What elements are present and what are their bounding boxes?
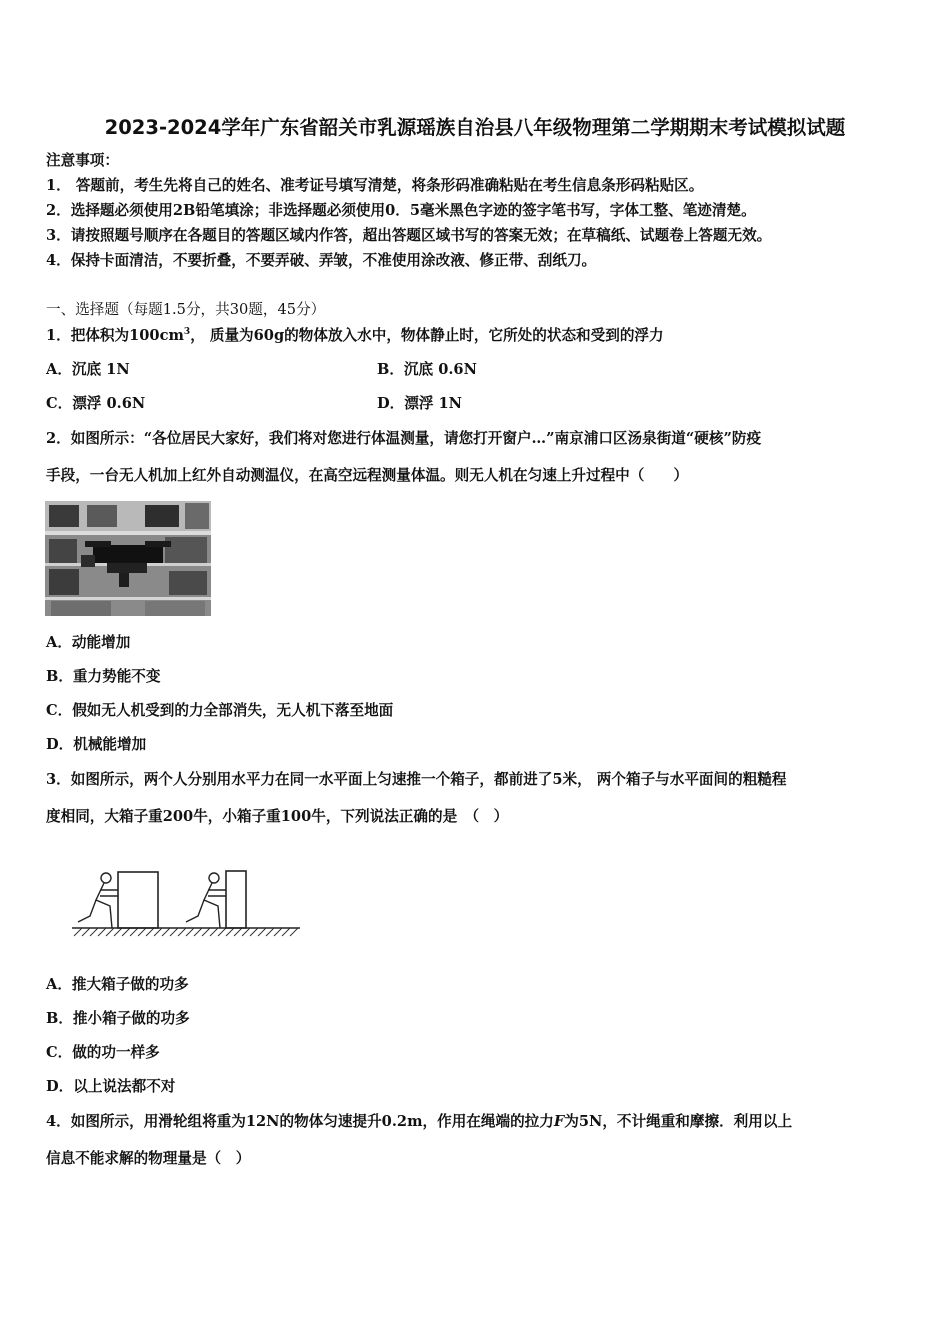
question-1-stem-part-b: ， 质量为60g的物体放入水中，物体静止时，它所处的状态和受到的浮力 <box>190 327 664 344</box>
question-2-option-a: A．动能增加 <box>46 634 131 651</box>
question-1-option-a: A．沉底 1N <box>46 361 130 378</box>
question-4-line-2: 信息不能求解的物理量是（ ） <box>46 1150 251 1167</box>
question-3-option-d: D．以上说法都不对 <box>46 1078 176 1095</box>
section-heading: 一、选择题（每题1.5分，共30题，45分） <box>46 301 326 318</box>
question-3-option-b: B．推小箱子做的功多 <box>46 1010 190 1027</box>
question-3-line-1: 3．如图所示，两个人分别用水平力在同一水平面上匀速推一个箱子，都前进了5米， 两个箱子与水平面间的粗糙程 <box>46 771 787 788</box>
question-4-force-symbol: F <box>553 1113 565 1130</box>
question-4-line-1-part-a: 4．如图所示，用滑轮组将重为12N的物体匀速提升0.2m，作用在绳端的拉力 <box>46 1113 554 1130</box>
notice-item-4: 4．保持卡面清洁，不要折叠，不要弄破、弄皱，不准使用涂改液、修正带、刮纸刀。 <box>46 252 597 269</box>
notice-item-1: 1． 答题前，考生先将自己的姓名、准考证号填写清楚，将条形码准确粘贴在考生信息条形码粘贴区。 <box>46 177 704 194</box>
question-4-line-1 <box>46 1113 792 1131</box>
question-4-line-1-part-b: 为5N，不计绳重和摩擦．利用以上 <box>564 1113 793 1130</box>
question-1-option-d: D．漂浮 1N <box>377 395 463 412</box>
question-1-stem <box>46 327 664 345</box>
question-2-option-b: B．重力势能不变 <box>46 668 161 685</box>
question-1-option-c: C．漂浮 0.6N <box>46 395 146 412</box>
notice-item-3: 3．请按照题号顺序在各题目的答题区域内作答，超出答题区域书写的答案无效；在草稿纸、试题卷上答题无效。 <box>46 227 772 244</box>
question-2-option-c: C．假如无人机受到的力全部消失，无人机下落至地面 <box>46 702 394 719</box>
question-3-option-a: A．推大箱子做的功多 <box>46 976 189 993</box>
question-3-option-c: C．做的功一样多 <box>46 1044 160 1061</box>
question-1-stem-part-a: 1．把体积为100cm <box>46 327 184 344</box>
notice-heading: 注意事项： <box>46 152 119 169</box>
drone-photo <box>45 501 211 620</box>
question-2-line-1: 2．如图所示：“各位居民大家好，我们将对您进行体温测量，请您打开窗户…”南京浦口区汤泉街道“硬核”防疫 <box>46 430 762 447</box>
question-2-option-d: D．机械能增加 <box>46 736 147 753</box>
question-1-option-b: B．沉底 0.6N <box>377 361 477 378</box>
page-title: 2023-2024学年广东省韶关市乳源瑶族自治县八年级物理第二学期期末考试模拟试题 <box>104 116 846 139</box>
question-3-line-2: 度相同，大箱子重200牛，小箱子重100牛，下列说法正确的是 （ ） <box>46 808 509 825</box>
question-2-line-2: 手段，一台无人机加上红外自动测温仪，在高空远程测量体温。则无人机在匀速上升过程中（ ） <box>46 467 689 484</box>
question-1-superscript: 3 <box>183 327 191 338</box>
pushing-boxes-diagram <box>70 866 302 946</box>
notice-item-2: 2．选择题必须使用2B铅笔填涂；非选择题必须使用0．5毫米黑色字迹的签字笔书写，字体工整、笔迹清楚。 <box>46 202 756 219</box>
